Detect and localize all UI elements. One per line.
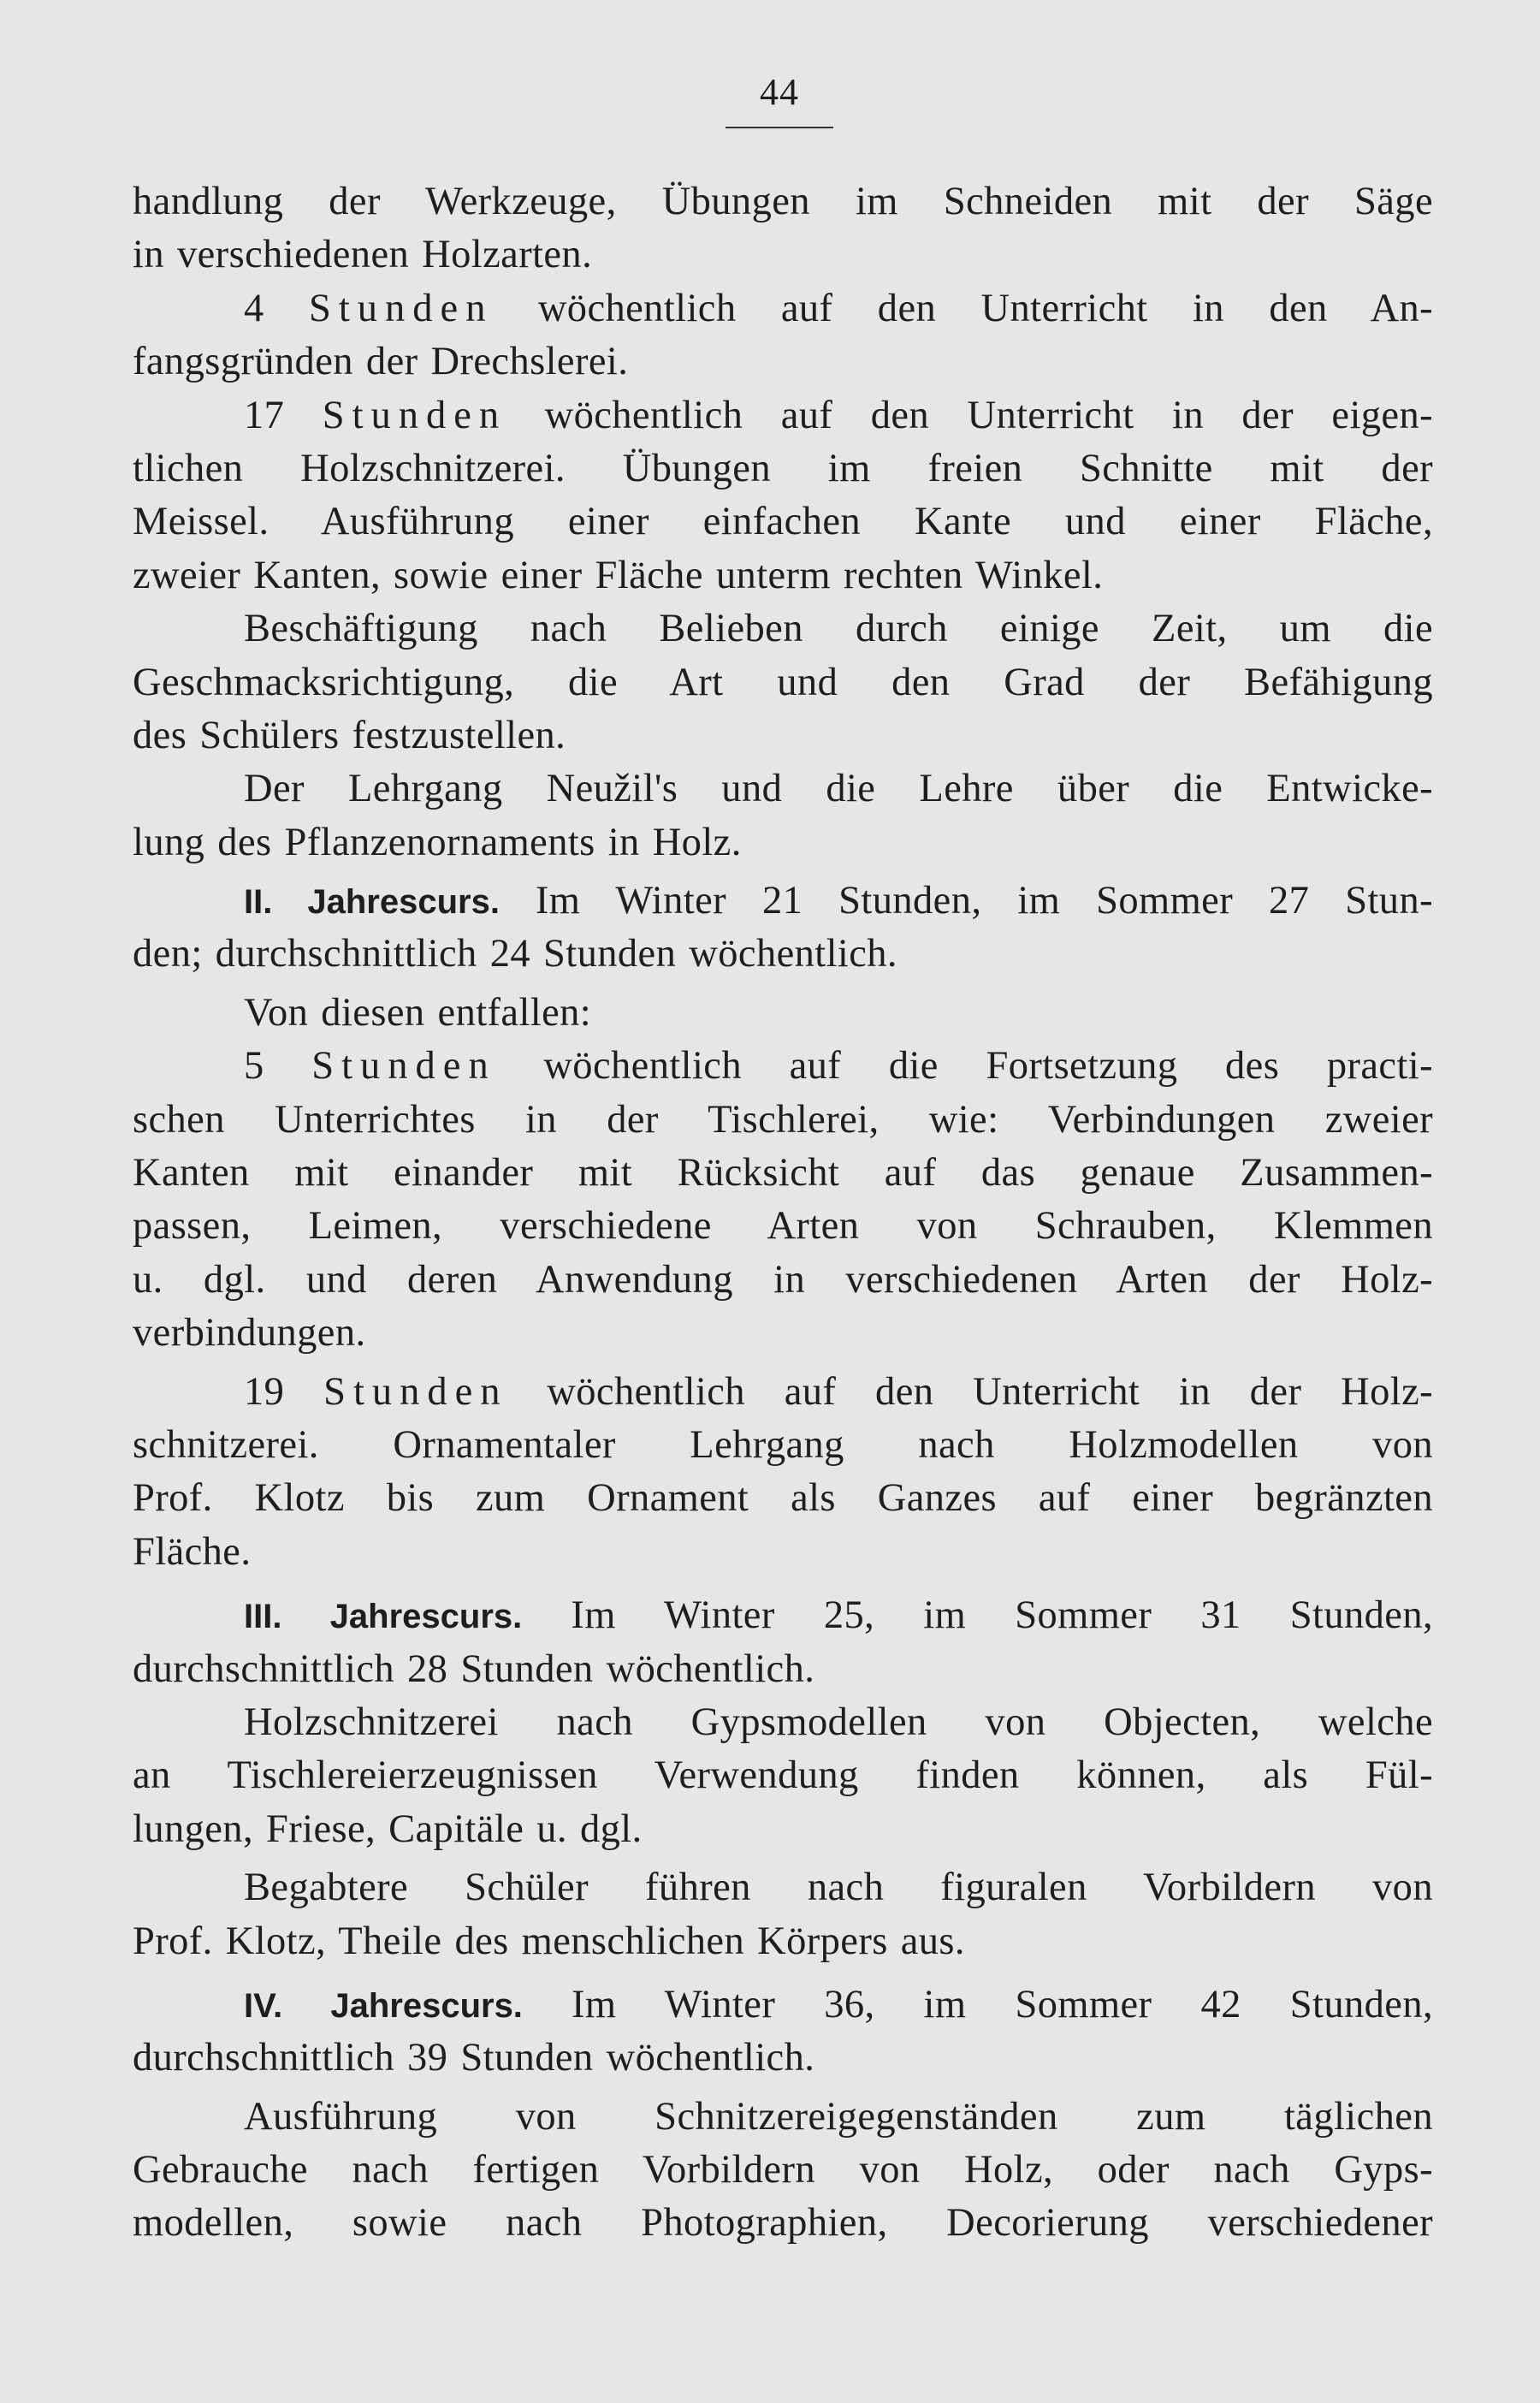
text-line: 4 Stunden wöchentlich auf den Unterricht in den An- bbox=[244, 286, 1433, 330]
text-line: II. Jahrescurs. Im Winter 21 Stunden, im Sommer 27 Stun- bbox=[244, 879, 1433, 923]
text-line: schen Unterrichtes in der Tischlerei, wie: Verbindungen zweier bbox=[133, 1097, 1433, 1142]
text-line: Gebrauche nach fertigen Vorbildern von Holz, oder nach Gyps- bbox=[133, 2148, 1433, 2192]
text-line: Beschäftigung nach Belieben durch einige Zeit, um die bbox=[244, 607, 1433, 651]
text-line: Meissel. Ausführung einer einfachen Kante und einer Fläche, bbox=[133, 500, 1433, 544]
page-number: 44 bbox=[760, 71, 799, 113]
text-line: modellen, sowie nach Photographien, Decorierung verschiedener bbox=[133, 2201, 1433, 2246]
text-line: 19 Stunden wöchentlich auf den Unterricht in der Holz- bbox=[244, 1369, 1433, 1414]
text-line: zweier Kanten, sowie einer Fläche unterm rechten Winkel. bbox=[133, 553, 1104, 597]
text-line: Kanten mit einander mit Rücksicht auf das genaue Zusammen- bbox=[133, 1151, 1433, 1196]
text-line: handlung der Werkzeuge, Übungen im Schneiden mit der Säge bbox=[133, 180, 1433, 223]
text-line: Prof. Klotz, Theile des menschlichen Körpers aus. bbox=[133, 1919, 965, 1963]
text-line: schnitzerei. Ornamentaler Lehrgang nach Holzmodellen von bbox=[133, 1422, 1433, 1467]
text-line: 17 Stunden wöchentlich auf den Unterricht in der eigen- bbox=[244, 393, 1433, 437]
section-heading: III. Jahrescurs. bbox=[244, 1598, 523, 1636]
text-line: Fläche. bbox=[133, 1529, 252, 1574]
section-heading: II. Jahrescurs. bbox=[244, 883, 500, 922]
text-line: durchschnittlich 28 Stunden wöchentlich. bbox=[133, 1646, 815, 1691]
text-line: fangsgründen der Drechslerei. bbox=[133, 340, 629, 384]
text-line: lungen, Friese, Capitäle u. dgl. bbox=[133, 1807, 643, 1851]
text-line: lung des Pflanzenornaments in Holz. bbox=[133, 820, 742, 864]
text-line: Prof. Klotz bis zum Ornament als Ganzes auf einer begränzten bbox=[133, 1476, 1433, 1521]
body-text bbox=[133, 175, 1433, 2251]
text-line: in verschiedenen Holzarten. bbox=[133, 233, 593, 277]
text-line: Von diesen entfallen: bbox=[244, 990, 592, 1035]
text-line: des Schülers festzustellen. bbox=[133, 713, 566, 757]
text-line: verbindungen. bbox=[133, 1311, 366, 1356]
text-line: durchschnittlich 39 Stunden wöchentlich. bbox=[133, 2036, 815, 2080]
text-line: Begabtere Schüler führen nach figuralen Vorbildern von bbox=[244, 1866, 1433, 1910]
text-line: u. dgl. und deren Anwendung in verschiedenen Arten der Holz- bbox=[133, 1257, 1433, 1302]
text-line: an Tischlereierzeugnissen Verwendung finden können, als Fül- bbox=[133, 1753, 1433, 1798]
text-line: III. Jahrescurs. Im Winter 25, im Sommer 31 Stunden, bbox=[244, 1593, 1433, 1638]
text-line: passen, Leimen, verschiedene Arten von Schrauben, Klemmen bbox=[133, 1204, 1433, 1249]
text-line: Ausführung von Schnitzereigegenständen zum täglichen bbox=[244, 2094, 1433, 2139]
text-line: den; durchschnittlich 24 Stunden wöchentlich. bbox=[133, 932, 897, 976]
text-line: Holzschnitzerei nach Gypsmodellen von Objecten, welche bbox=[244, 1700, 1433, 1744]
text-line: 5 Stunden wöchentlich auf die Fortsetzung des practi- bbox=[244, 1044, 1433, 1089]
text-line: tlichen Holzschnitzerei. Übungen im freien Schnitte mit der bbox=[133, 446, 1433, 490]
text-line: Geschmacksrichtigung, die Art und den Grad der Befähigung bbox=[133, 660, 1433, 704]
text-line: Der Lehrgang Neužil's und die Lehre über die Entwicke- bbox=[244, 767, 1433, 811]
section-heading: IV. Jahrescurs. bbox=[244, 1986, 523, 2025]
text-line: IV. Jahrescurs. Im Winter 36, im Sommer 42 Stunden, bbox=[244, 1982, 1434, 2026]
page-number-rule bbox=[726, 127, 833, 128]
